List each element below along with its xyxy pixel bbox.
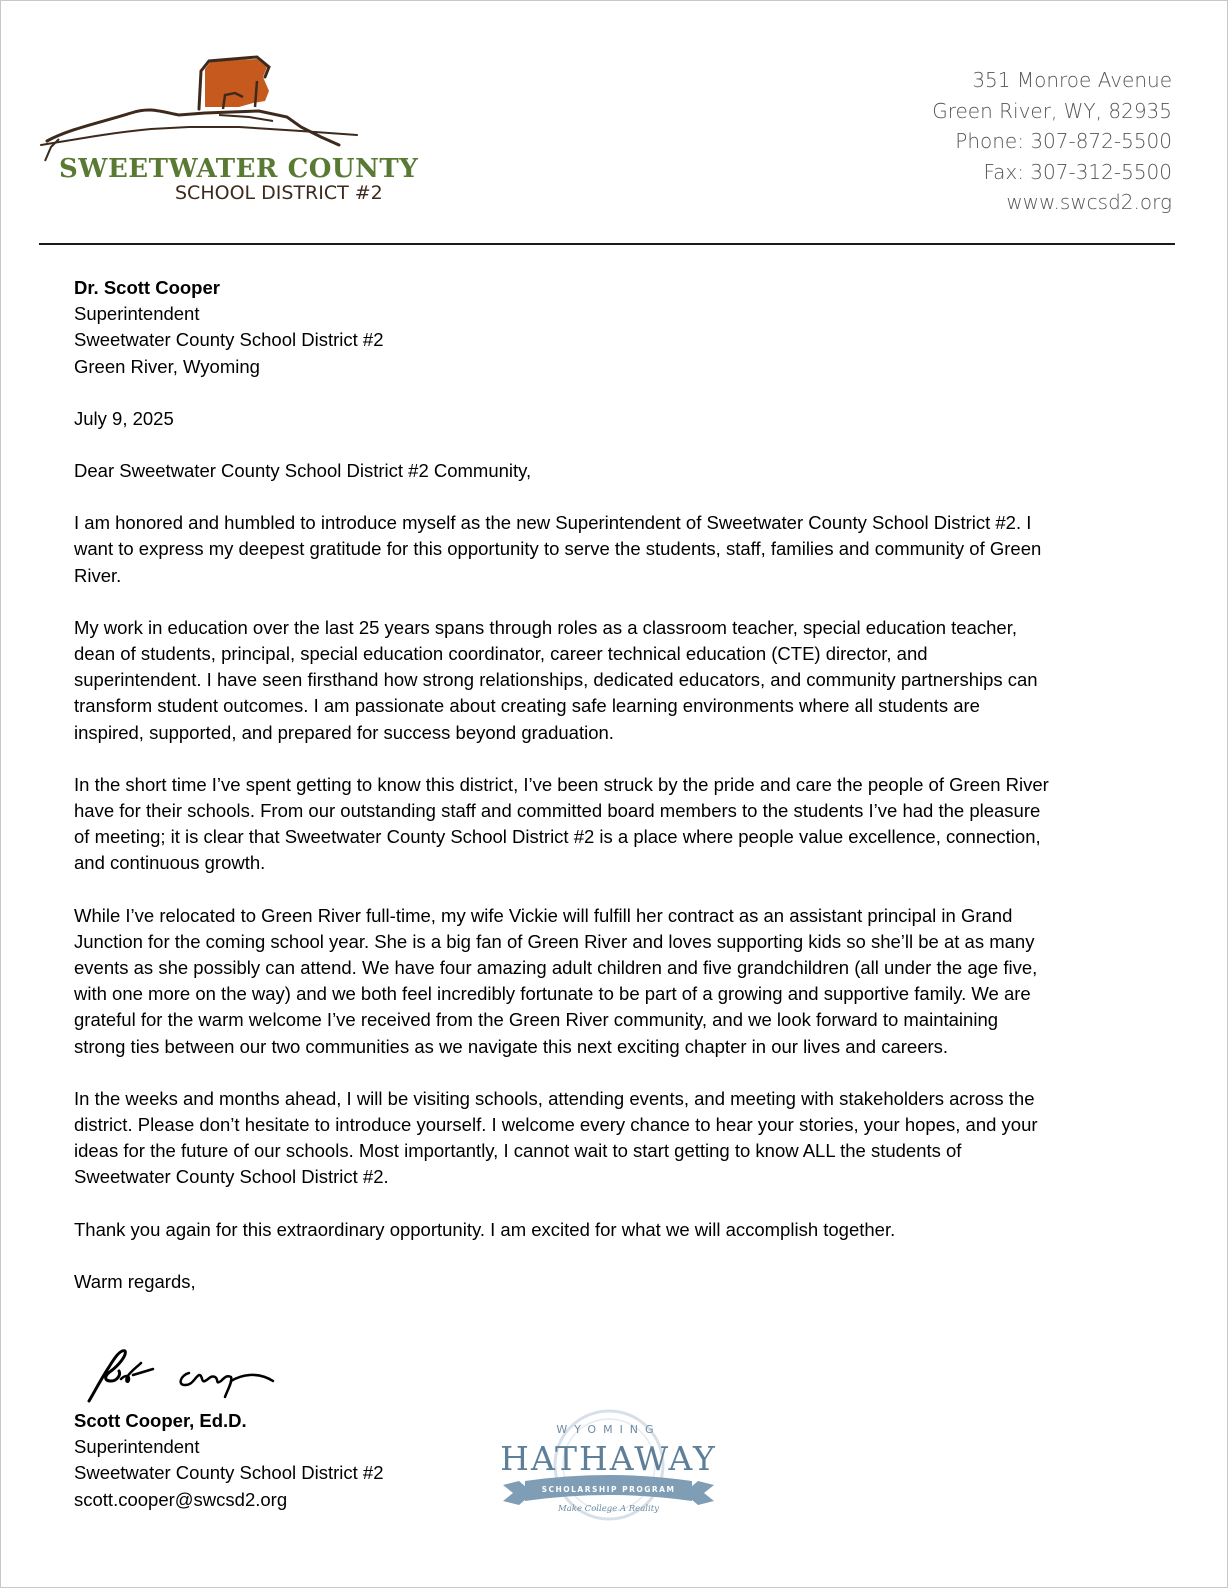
district-logo <box>39 51 419 211</box>
letter-date: July 9, 2025 <box>74 407 174 429</box>
paragraph: While I’ve relocated to Green River full-time, my wife Vickie will fulfill her contract as an assistant principal in Grand Junction for the coming school year. She is a big fan of Green River and loves supporting kids so she’ll be at as many events as she possibly can attend. We have four amazing adult children and five grandchildren (all under the age five, with one more on the way) and we both feel incredibly fortunate to be part of a growing and supportive family. We are grateful for the warm welcome I’ve received from the Green River community, and we look forward to maintaining strong ties between our two communities as we navigate this next exciting chapter in our lives and careers. <box>74 904 1038 1057</box>
letter-body <box>74 275 1054 1321</box>
address-website[interactable]: www.swcsd2.org <box>1006 190 1172 214</box>
sender-block <box>74 275 1054 380</box>
signer-email[interactable]: scott.cooper@swcsd2.org <box>74 1488 288 1510</box>
handwritten-signature <box>81 1341 281 1413</box>
closing: Warm regards, <box>74 1270 196 1292</box>
signature-block <box>74 1408 384 1513</box>
paragraph: Thank you again for this extraordinary opportunity. I am excited for what we will accomplish together. <box>74 1218 896 1240</box>
address-fax: Fax: 307-312-5500 <box>983 159 1172 184</box>
paragraph: My work in education over the last 25 years spans through roles as a classroom teacher, special education teacher, dean of students, principal, special education coordinator, career technical education (CTE) director, and superintendent. I have seen firsthand how strong relationships, dedicated educators, and community partnerships can transform student outcomes. I am passionate about creating safe learning environments where all students are inspired, supported, and prepared for success beyond graduation. <box>74 616 1038 743</box>
hathaway-tagline: Make College A Reality <box>558 1504 659 1514</box>
paragraph: In the short time I’ve spent getting to know this district, I’ve been struck by the pride and care the people of Green River have for their schools. From our outstanding staff and committed board members to the students I’ve had the pleasure of meeting; it is clear that Sweetwater County School District #2 is a place where people value excellence, connection, and continuous growth. <box>74 773 1049 874</box>
signer-organization: Sweetwater County School District #2 <box>74 1462 384 1484</box>
hathaway-banner-text: SCHOLARSHIP PROGRAM <box>541 1485 676 1494</box>
district-address <box>932 65 1172 218</box>
sender-title: Superintendent <box>74 303 200 325</box>
logo-name: SWEETWATER COUNTY <box>59 154 419 184</box>
sender-location: Green River, Wyoming <box>74 355 260 377</box>
header-divider <box>39 243 1175 245</box>
address-city: Green River, WY, 82935 <box>932 98 1172 123</box>
paragraph: In the weeks and months ahead, I will be visiting schools, attending events, and meeting with stakeholders across the district. Please don’t hesitate to introduce yourself. I welcome every chance to hear your stories, your hopes, and your ideas for the future of our schools. Most importantly, I cannot wait to start getting to know ALL the students of Sweetwater County School District #2. <box>74 1087 1038 1188</box>
signer-name: Scott Cooper, Ed.D. <box>74 1410 247 1431</box>
salutation: Dear Sweetwater County School District #2 Community, <box>74 460 532 482</box>
signer-title: Superintendent <box>74 1436 200 1458</box>
address-street: 351 Monroe Avenue <box>972 68 1172 92</box>
sender-organization: Sweetwater County School District #2 <box>74 329 384 351</box>
paragraph: I am honored and humbled to introduce myself as the new Superintendent of Sweetwater County School District #2. I want to express my deepest gratitude for this opportunity to serve the students, staff, families and community of Green River. <box>74 512 1042 586</box>
hathaway-top-text: WYOMING <box>556 1423 661 1436</box>
logo-subtitle: SCHOOL DISTRICT #2 <box>175 182 383 204</box>
hathaway-name: HATHAWAY <box>500 1439 717 1478</box>
hathaway-logo <box>491 1409 726 1527</box>
sender-name: Dr. Scott Cooper <box>74 277 220 298</box>
address-phone: Phone: 307-872-5500 <box>955 129 1172 153</box>
